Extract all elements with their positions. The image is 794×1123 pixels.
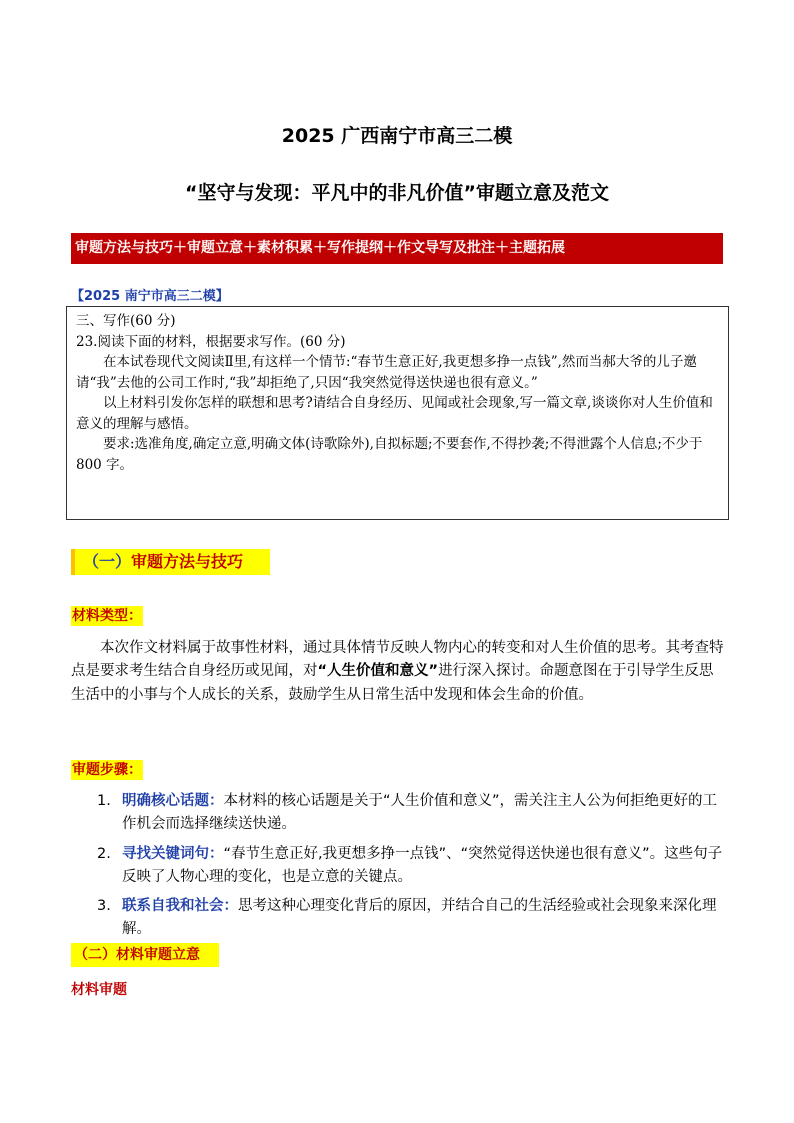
paragraph-part2: 进行深入探讨。命题意图在于引导学生反思生活中的小事与个人成长的关系，鼓励学生从日常生活中发现和体会生命的价值。 [71,663,714,703]
step-text: 本材料的核心话题是关于“人生价值和意义”，需关注主人公为何拒绝更好的工作机会而选择继续送快递。 [122,793,718,833]
material-type-label: 材料类型： [72,608,142,624]
material-type-paragraph [71,637,725,707]
question-box [66,306,729,520]
section1-paren: （一） [83,552,132,571]
steps-list [71,790,731,948]
step-text: 思考这种心理变化背后的原因，并结合自己的生活经验或社会现象来深化理解。 [122,898,717,938]
list-item [71,895,731,942]
question-section: 三、写作(60 分) [76,313,176,329]
page-subtitle: “坚守与发现：平凡中的非凡价值”审题立意及范文 [185,182,609,204]
material-analysis-subheading: 材料审题 [71,982,127,998]
question-number-line: 23.阅读下面的材料，根据要求写作。(60 分) [76,333,346,350]
section2-heading: （二）材料审题立意 [71,943,219,967]
question-requirements: 要求:选准角度,确定立意,明确文体(诗歌除外),自拟标题;不要套作,不得抄袭;不得泄露个人信息;不少于 800 字。 [76,436,703,473]
step-key: 联系自我和社会： [122,898,238,915]
step-key: 明确核心话题： [122,793,224,809]
step-number: 2. [97,845,111,862]
page-title: 2025 广西南宁市高三二模 [281,125,513,147]
step-text: “春节生意正好,我更想多挣一点钱”、“突然觉得送快递也很有意义”。这些句子反映了人物心理的变化，也是立意的关键点。 [122,845,723,885]
section1-heading [71,549,270,575]
step-number: 1. [97,793,111,809]
list-item [71,843,731,890]
paragraph-part1: 本次作文材料属于故事性材料，通过具体情节反映人物内心的转变和对人生价值的思考。其考查特点是要求考生结合自身经历或见闻，对 [71,640,724,680]
exam-source-tag: 【2025 南宁市高三二模】 [71,289,229,304]
section1-title: 审题方法与技巧 [131,552,244,571]
question-prompt: 以上材料引发你怎样的联想和思考?请结合自身经历、见闻或社会现象,写一篇文章,谈谈你对人生价值和意义的理解与感悟。 [76,395,713,432]
step-number: 3. [97,898,111,915]
topic-banner: 审题方法与技巧＋审题立意＋素材积累＋写作提纲＋作文导写及批注＋主题拓展 [71,233,723,264]
steps-label: 审题步骤： [72,762,142,778]
paragraph-emphasis: “人生价值和意义” [317,663,439,680]
list-item [71,790,731,837]
question-material: 在本试卷现代文阅读Ⅱ里,有这样一个情节:“春节生意正好,我更想多挣一点钱”,然而当郝大爷的儿子邀请“我”去他的公司工作时,“我”却拒绝了,只因“我突然觉得送快递也很有意义。” [76,354,697,391]
step-key: 寻找关键词句： [122,845,224,862]
